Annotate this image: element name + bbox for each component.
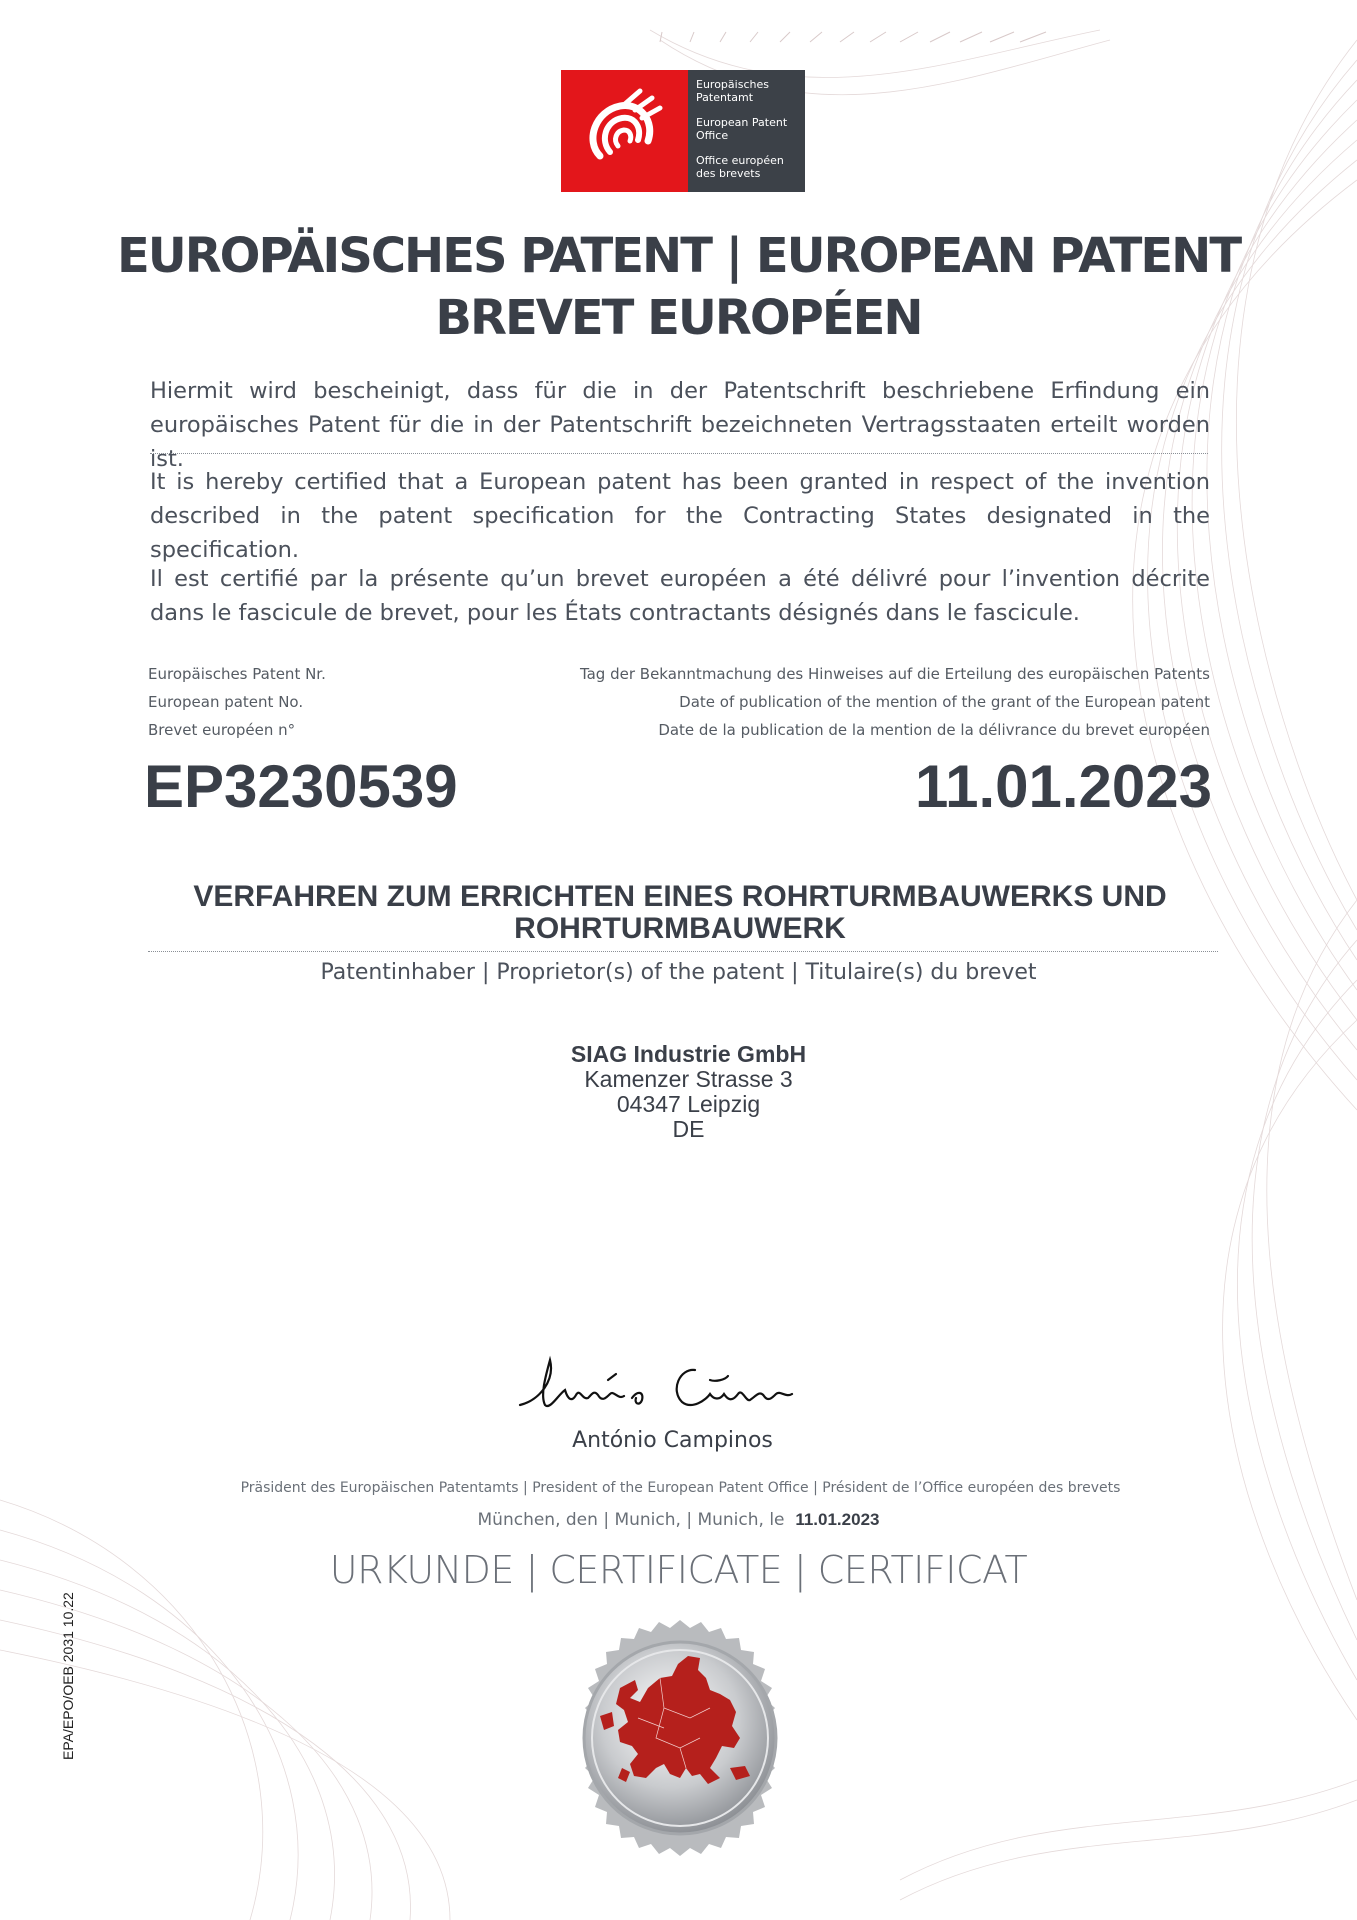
date-label-fr: Date de la publication de la mention de la délivrance du brevet européen bbox=[658, 721, 1210, 739]
certificate-title-line1: EUROPÄISCHES PATENT | EUROPEAN PATENT bbox=[116, 228, 1241, 284]
logo-org-de: Europäisches Patentamt bbox=[696, 78, 769, 104]
patent-number-label-en: European patent No. bbox=[148, 693, 304, 711]
certificate-title-line2: BREVET EUROPÉEN bbox=[435, 290, 922, 346]
epo-spiral-icon bbox=[580, 86, 670, 176]
signatory-name: António Campinos bbox=[572, 1428, 773, 1453]
patent-number-label-de: Europäisches Patent Nr. bbox=[148, 665, 326, 683]
date-label-en: Date of publication of the mention of the grant of the European patent bbox=[679, 693, 1210, 711]
logo-org-fr: Office européen des brevets bbox=[696, 154, 784, 180]
proprietor-heading: Patentinhaber | Proprietor(s) of the patent | Titulaire(s) du brevet bbox=[320, 960, 1037, 985]
invention-title-line1: VERFAHREN ZUM ERRICHTEN EINES ROHRTURMBAUWERKS UND bbox=[193, 880, 1167, 913]
patent-number: EP3230539 bbox=[144, 753, 458, 820]
patent-number-label-fr: Brevet européen n° bbox=[148, 721, 296, 739]
logo-org-en: European Patent Office bbox=[696, 116, 788, 142]
statement-fr: Il est certifié par la présente qu’un brevet européen a été délivré pour l’invention décrite dans le fascicule de brevet, pour les États contractants désignés dans le fascicule. bbox=[150, 566, 1210, 626]
divider bbox=[148, 951, 1218, 952]
patent-number-labels bbox=[148, 660, 548, 744]
europe-map-seal-icon bbox=[560, 1618, 800, 1858]
divider bbox=[150, 453, 1208, 454]
publication-date-labels bbox=[560, 660, 1210, 744]
proprietor-country: DE bbox=[672, 1116, 705, 1142]
invention-title-line2: ROHRTURMBAUWERK bbox=[514, 912, 846, 945]
issue-date: 11.01.2023 bbox=[795, 1510, 880, 1529]
proprietor-name: SIAG Industrie GmbH bbox=[570, 1041, 807, 1067]
signature-image bbox=[510, 1350, 830, 1420]
signatory-role: Präsident des Europäischen Patentamts | President of the European Patent Office | Président de l’Office européen des brevets bbox=[240, 1480, 1121, 1496]
place: München, den | Munich, | Munich, le bbox=[477, 1510, 785, 1530]
epo-logo-mark bbox=[561, 70, 688, 192]
epo-logo bbox=[561, 70, 805, 192]
proprietor-street: Kamenzer Strasse 3 bbox=[584, 1066, 793, 1092]
place-and-date bbox=[0, 1510, 1357, 1530]
proprietor-city: 04347 Leipzig bbox=[616, 1091, 761, 1117]
statement-de: Hiermit wird bescheinigt, dass für die in der Patentschrift beschriebene Erfindung ein europäisches Patent für die in der Patentschrift bezeichneten Vertragsstaaten erteilt worden ist. bbox=[150, 378, 1210, 472]
publication-date: 11.01.2023 bbox=[915, 753, 1212, 820]
statement-en: It is hereby certified that a European patent has been granted in respect of the invention described in the patent specification for the Contracting States designated in the specification. bbox=[150, 469, 1210, 563]
epo-logo-text bbox=[688, 70, 805, 192]
proprietor-block bbox=[10, 1042, 1357, 1142]
form-code: EPA/EPO/OEB 2031 10.22 bbox=[60, 1592, 76, 1760]
date-label-de: Tag der Bekanntmachung des Hinweises auf die Erteilung des europäischen Patents bbox=[579, 665, 1210, 683]
certificate-label: URKUNDE | CERTIFICATE | CERTIFICAT bbox=[329, 1548, 1028, 1592]
